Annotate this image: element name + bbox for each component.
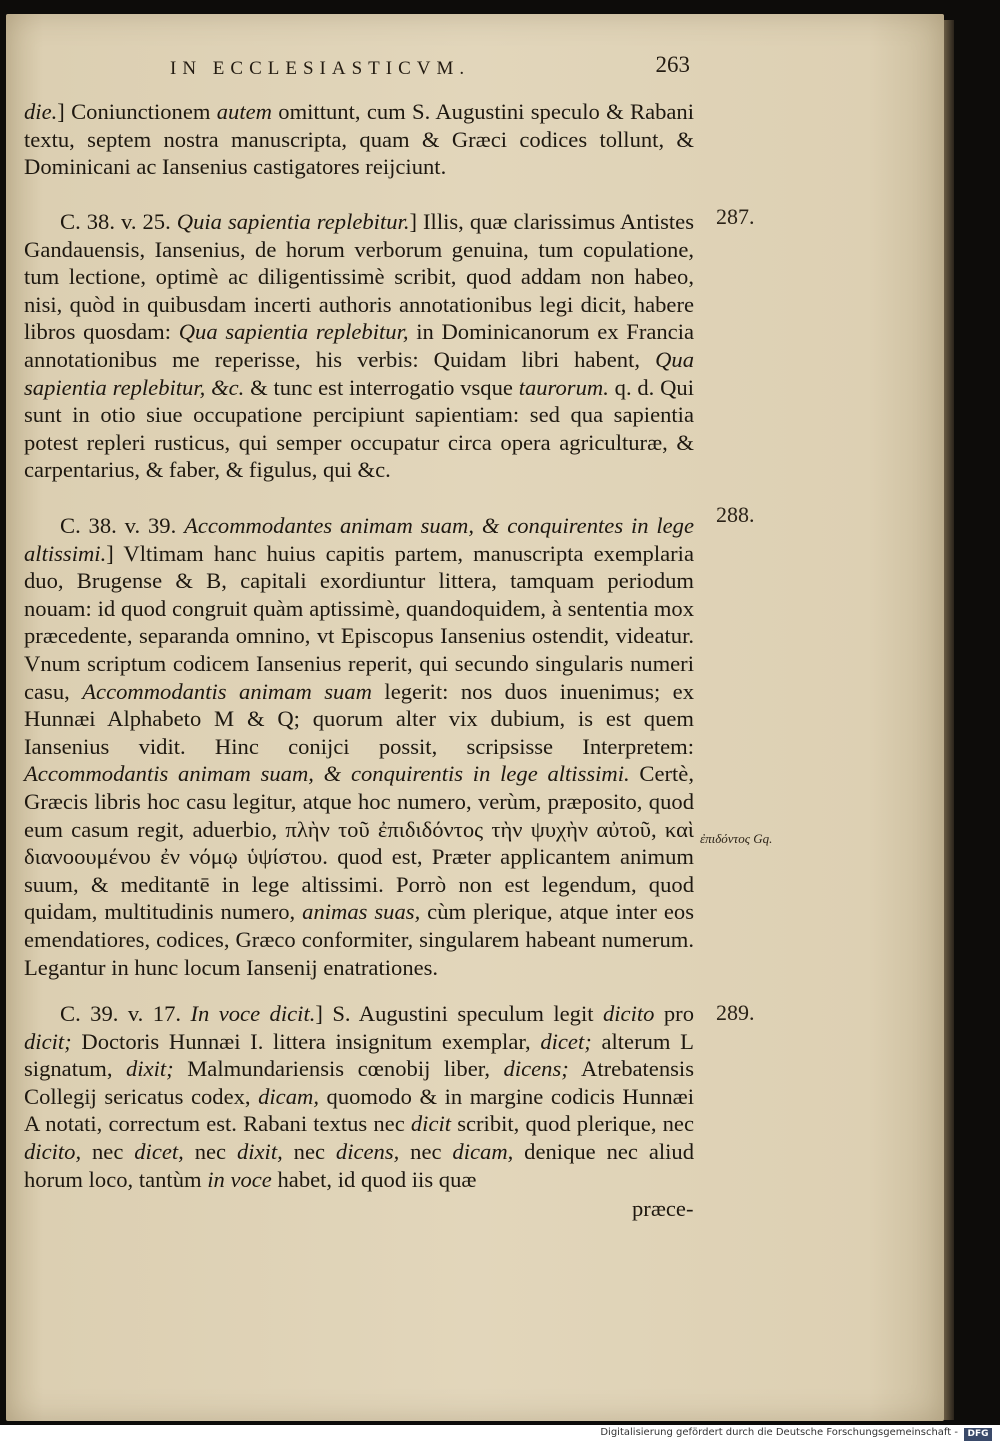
text-segment: ] S. Augustini speculum legit bbox=[315, 1001, 603, 1026]
paragraph-4 bbox=[24, 1000, 694, 1193]
text-segment: scribit, quod plerique, nec bbox=[451, 1111, 694, 1137]
catchword: præce- bbox=[632, 1196, 694, 1221]
text-segment: ] Illis, quæ clarissimus Antistes Gandauensis, Iansenius, de horum verborum genuina, tum copulatione, tum lectione, optimè ac diligentissimè scribit, quod addam non habeo, nisi, quòd in quibusdam incerti authoris annotationibus legi dicit, habere libros quosdam: bbox=[24, 209, 694, 345]
text-segment: pro bbox=[654, 1001, 694, 1026]
text-segment: autem bbox=[216, 99, 272, 124]
text-segment: q. d. Qui sunt in otio siue occupatione percipiunt sapientiam: sed qua sapientia potest repleri rusticus, qui semper occupatur circa opera agriculturæ, & carpentarius, & faber, & figulus, qui &c. bbox=[24, 374, 694, 483]
text-segment: animas suas, bbox=[302, 899, 421, 925]
text-segment: nec bbox=[183, 1138, 237, 1164]
dfg-logo: DFG bbox=[964, 1428, 992, 1441]
text-segment: Doctoris Hunnæi I. littera insignitum exemplar, bbox=[71, 1028, 541, 1054]
text-segment: quomodo & in margine codicis Hunnæi A notati, correctum est. Rabani textus nec bbox=[24, 1083, 694, 1137]
text-segment: denique nec aliud horum loco, tantùm bbox=[24, 1138, 695, 1192]
text-segment: dicet; bbox=[540, 1028, 592, 1054]
margin-number-287: 287. bbox=[716, 204, 755, 229]
text-segment: dicito, bbox=[24, 1138, 82, 1164]
text-segment: dicit bbox=[410, 1111, 452, 1137]
text-segment: dicam, bbox=[258, 1083, 319, 1109]
page-number: 263 bbox=[655, 52, 690, 77]
text-segment: cùm plerique, atque inter eos emendatiores, codices, Græco conformiter, singularem habeant numerum. Legantur in hunc locum Iansenij enatrationes. bbox=[24, 899, 694, 980]
margin-note: ἐπιδόντος Gq. bbox=[700, 831, 773, 846]
text-segment: dixit; bbox=[126, 1056, 174, 1082]
text-segment: taurorum. bbox=[518, 374, 609, 400]
margin-number-289: 289. bbox=[716, 1000, 755, 1025]
text-segment: dicito bbox=[602, 1001, 655, 1026]
text-segment: dicet, bbox=[134, 1138, 184, 1164]
text-segment: nec bbox=[399, 1138, 453, 1164]
text-segment: nec bbox=[81, 1138, 135, 1164]
text-segment: & tunc est interrogatio vsque bbox=[244, 374, 519, 400]
text-segment: C. 38. v. 25. bbox=[60, 209, 177, 234]
running-head-title: IN ECCLESIASTICVM. bbox=[170, 58, 471, 79]
text-segment: dicit; bbox=[24, 1028, 72, 1054]
footer-bar bbox=[0, 1425, 1000, 1445]
page-edge bbox=[944, 20, 954, 1420]
text-segment: nec bbox=[282, 1138, 336, 1164]
text-segment: Accommodantes animam suam, & conquirentes in lege altissimi. bbox=[24, 513, 694, 566]
text-segment: Accommodantis animam suam, & conquirentis in lege altissimi. bbox=[24, 761, 630, 787]
text-segment: C. 38. v. 39. bbox=[60, 513, 185, 538]
text-segment: dixit, bbox=[236, 1138, 283, 1164]
text-segment: dicens; bbox=[503, 1056, 569, 1082]
text-segment: habet, id quod iis quæ bbox=[271, 1166, 477, 1192]
text-segment: In voce dicit. bbox=[190, 1001, 316, 1026]
text-segment: ] Vltimam hanc huius capitis partem, manuscripta exemplaria duo, Brugense & B, capitali exordiuntur littera, tamquam periodum nouam: id quod congruit quàm aptissimè, quandoquidem, à sententia mox præcedente, separanda omnino, vt Episcopus Iansenius ostendit, videatur. Vnum scriptum codicem Iansenius reperit, qui secundo singularis numeri casu, bbox=[24, 540, 694, 704]
paragraph-1 bbox=[24, 98, 694, 181]
text-segment: die. bbox=[24, 99, 58, 124]
text-segment: Malmundariensis cœnobij liber, bbox=[173, 1056, 504, 1082]
footer-credit: Digitalisierung gefördert durch die Deutsche Forschungsgemeinschaft - bbox=[600, 1427, 958, 1438]
text-segment: C. 39. v. 17. bbox=[60, 1001, 191, 1026]
text-segment: Qua sapientia replebitur, bbox=[178, 319, 409, 345]
text-segment: omittunt, cum S. Augustini speculo & Rabani textu, septem nostra manuscripta, quam & Græci codices tollunt, & Dominicani ac Iansenius castigatores reijciunt. bbox=[24, 99, 694, 180]
paragraph-2 bbox=[24, 208, 694, 484]
text-segment: alterum L signatum, bbox=[24, 1028, 694, 1082]
margin-number-288: 288. bbox=[716, 502, 755, 527]
text-segment: Accommodantis animam suam bbox=[82, 678, 372, 704]
text-segment: Qua sapientia replebitur, &c. bbox=[24, 346, 694, 400]
paragraph-3 bbox=[24, 512, 694, 981]
text-segment: dicam, bbox=[452, 1138, 514, 1164]
text-segment: Certè, Græcis libris hoc casu legitur, atque hoc numero, verùm, præposito, quod eum casum regit, aduerbio, πλὴν τοῦ ἐπιδιδόντος τὴν ψυχὴν αὐτοῦ, καὶ διανοουμένου ἐν νόμῳ ὑψίστου. quod est, Præter applicantem animum suum, & meditantē in lege altissimi. Porrò non est legendum, quod quidam, multitudinis numero, bbox=[24, 761, 694, 925]
text-segment: ] Coniunctionem bbox=[57, 99, 217, 124]
text-segment: dicens, bbox=[335, 1138, 400, 1164]
text-segment: in voce bbox=[207, 1166, 272, 1192]
text-segment: legerit: nos duos inuenimus; ex Hunnæi Alphabeto M & Q; quorum alter vix dubium, is est quem Iansenius vidit. Hinc conijci possit, scripsisse Interpretem: bbox=[24, 678, 694, 759]
text-segment: Atrebatensis Collegij sericatus codex, bbox=[24, 1056, 694, 1109]
text-segment: in Dominicanorum ex Francia annotationibus me reperisse, his verbis: Quidam libri habent, bbox=[24, 319, 695, 372]
text-segment: Quia sapientia replebitur. bbox=[176, 209, 410, 234]
